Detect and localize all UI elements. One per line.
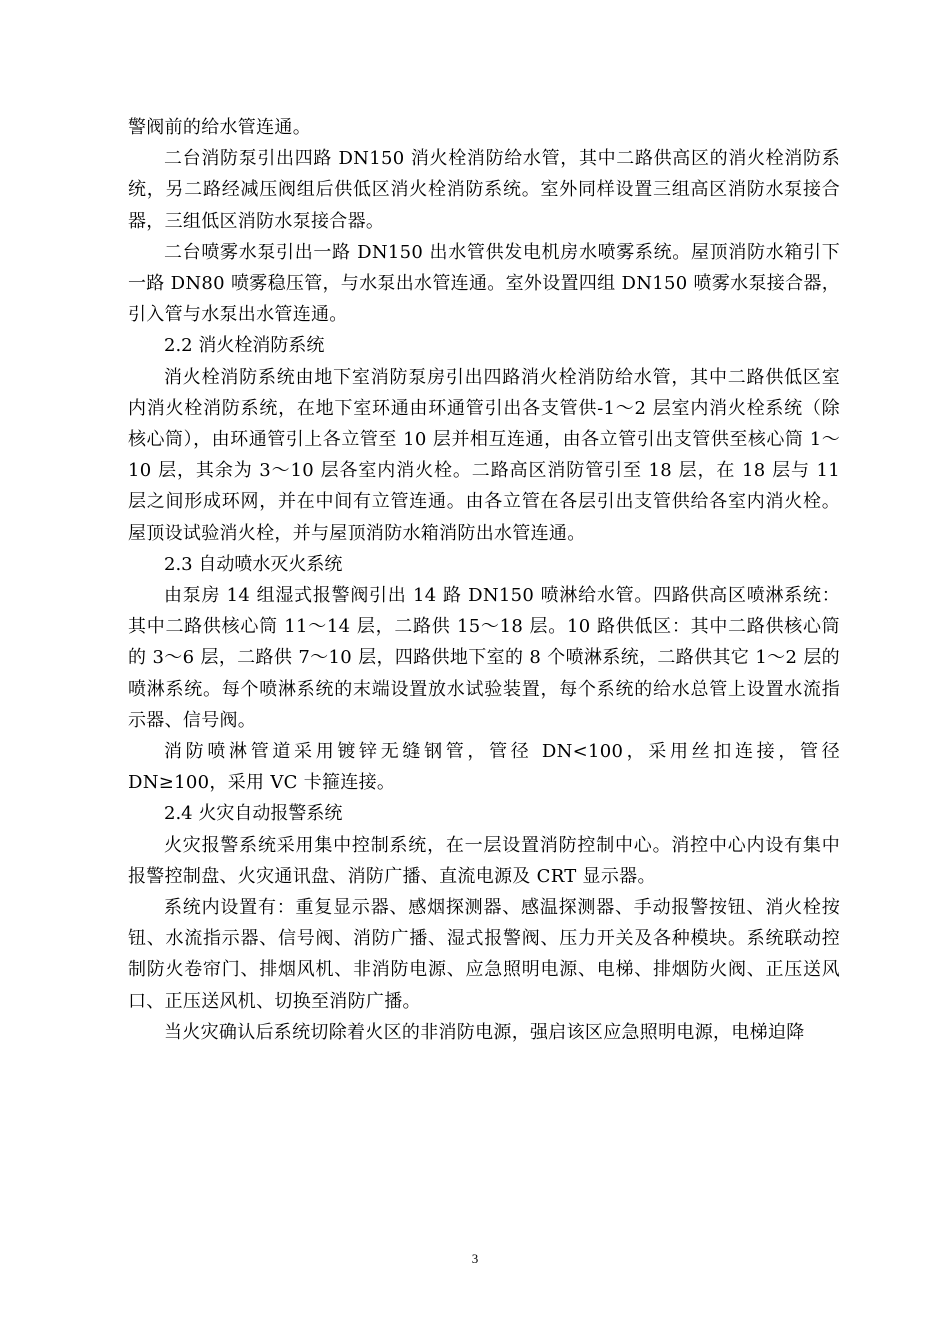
paragraph: 二台喷雾水泵引出一路 DN150 出水管供发电机房水喷雾系统。屋顶消防水箱引下一路 DN80 喷雾稳压管，与水泵出水管连通。室外设置四组 DN150 喷雾水泵接合器，引入管与水泵出水管连通。 bbox=[128, 241, 840, 326]
paragraph: 警阀前的给水管连通。 bbox=[128, 117, 311, 138]
paragraph: 消防喷淋管道采用镀锌无缝钢管，管径 DN<100，采用丝扣连接，管径 DN≥100，采用 VC 卡箍连接。 bbox=[128, 741, 840, 794]
section-heading: 2.4 火灾自动报警系统 bbox=[164, 803, 343, 825]
paragraph: 系统内设置有：重复显示器、感烟探测器、感温探测器、手动报警按钮、消火栓按钮、水流指示器、信号阀、消防广播、湿式报警阀、压力开关及各种模块。系统联动控制防火卷帘门、排烟风机、非消防电源、应急照明电源、电梯、排烟防火阀、正压送风口、正压送风机、切换至消防广播。 bbox=[128, 897, 840, 1012]
document-body bbox=[128, 112, 840, 1048]
paragraph: 二台消防泵引出四路 DN150 消火栓消防给水管，其中二路供高区的消火栓消防系统，另二路经减压阀组后供低区消火栓消防系统。室外同样设置三组高区消防水泵接合器，三组低区消防水泵接合器。 bbox=[128, 148, 840, 232]
paragraph: 火灾报警系统采用集中控制系统，在一层设置消防控制中心。消控中心内设有集中报警控制盘、火灾通讯盘、消防广播、直流电源及 CRT 显示器。 bbox=[128, 834, 840, 887]
section-heading: 2.3 自动喷水灭火系统 bbox=[164, 553, 343, 575]
page-number: 3 bbox=[471, 1251, 479, 1266]
section-heading: 2.2 消火栓消防系统 bbox=[164, 335, 325, 357]
paragraph: 由泵房 14 组湿式报警阀引出 14 路 DN150 喷淋给水管。四路供高区喷淋系统：其中二路供核心筒 11～14 层，二路供 15～18 层。10 路供低区：其中二路供核心筒的 3～6 层，二路供 7～10 层，四路供地下室的 8 个喷淋系统，二路供其它 1～2 层的喷淋系统。每个喷淋系统的末端设置放水试验装置，每个系统的给水总管上设置水流指示器、信号阀。 bbox=[128, 585, 840, 731]
paragraph: 消火栓消防系统由地下室消防泵房引出四路消火栓消防给水管，其中二路供低区室内消火栓消防系统，在地下室环通由环通管引出各支管供-1～2 层室内消火栓系统（除核心筒），由环通管引上各立管至 10 层并相互连通，由各立管引出支管供至核心筒 1～10 层，其余为 3～10 层各室内消火栓。二路高区消防管引至 18 层，在 18 层与 11 层之间形成环网，并在中间有立管连通。由各立管在各层引出支管供给各室内消火栓。屋顶设试验消火栓，并与屋顶消防水箱消防出水管连通。 bbox=[128, 366, 840, 544]
paragraph: 当火灾确认后系统切除着火区的非消防电源，强启该区应急照明电源，电梯迫降 bbox=[164, 1021, 805, 1043]
